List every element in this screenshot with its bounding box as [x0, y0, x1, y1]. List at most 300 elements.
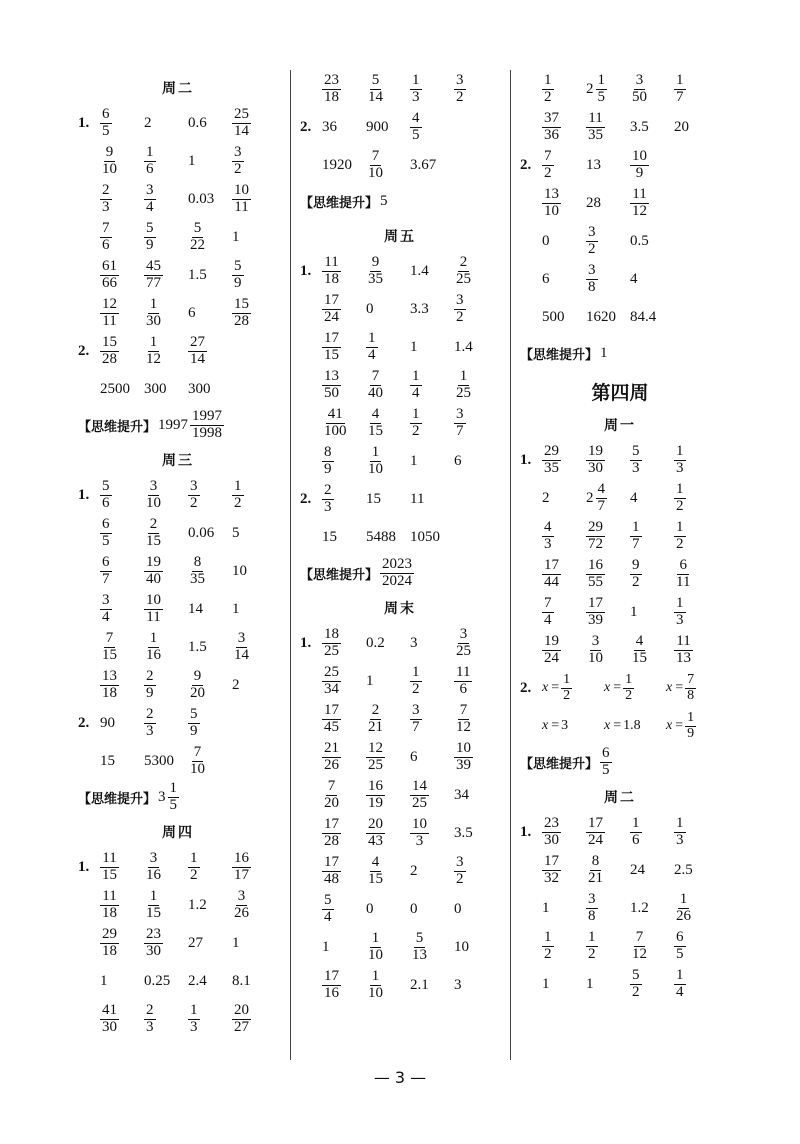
numerator: 9 [193, 667, 202, 684]
fraction [100, 145, 119, 178]
denominator: 2 [544, 164, 552, 181]
fraction [322, 255, 341, 288]
answer-value [410, 931, 429, 964]
denominator: 9 [234, 274, 242, 291]
answer-cell [542, 900, 586, 917]
whole-number: 3 [561, 718, 569, 733]
answer-value [542, 309, 567, 326]
numerator: 17 [544, 852, 559, 869]
whole-number: 1.2 [188, 896, 207, 913]
fraction [366, 779, 385, 812]
answer-cell [454, 939, 498, 956]
whole-number: 300 [144, 380, 167, 397]
numerator: 4 [412, 109, 420, 126]
whole-number: 2.5 [674, 861, 693, 878]
whole-number: 27 [188, 934, 203, 951]
answer-cell [322, 665, 366, 698]
denominator: 3 [324, 498, 332, 515]
answer-cells [542, 711, 728, 741]
thinking-boost-answer [158, 781, 179, 814]
denominator: 28 [324, 832, 339, 849]
question-number: 2. [78, 714, 90, 731]
answer-cell [144, 593, 188, 626]
denominator: 9 [146, 684, 154, 701]
fraction [322, 483, 334, 516]
fraction [232, 145, 244, 178]
answer-value [322, 445, 334, 478]
whole-number: 1 [232, 934, 240, 951]
answer-value [600, 345, 610, 362]
numerator: 1 [632, 518, 640, 535]
numerator: 18 [324, 625, 339, 642]
answer-value [144, 335, 163, 368]
denominator: 2 [234, 160, 242, 177]
fraction [674, 930, 686, 963]
answer-cell [454, 977, 498, 994]
fraction [366, 931, 385, 964]
whole-number: 1997 [158, 416, 189, 433]
denominator: 26 [234, 904, 249, 921]
answer-column-right [520, 70, 720, 1003]
answer-cell [542, 490, 586, 507]
denominator: 5 [102, 532, 110, 549]
answer-value [322, 703, 341, 736]
answer-value [100, 183, 112, 216]
answer-cell [188, 973, 232, 990]
denominator: 3 [102, 198, 110, 215]
whole-number: 2 [410, 862, 418, 879]
answer-cell [188, 935, 232, 952]
answer-row [520, 108, 720, 146]
fraction [322, 779, 341, 812]
denominator: 21 [588, 869, 603, 886]
fraction [454, 293, 466, 326]
answer-row [520, 707, 720, 745]
answer-value [188, 305, 198, 322]
variable: x [604, 680, 611, 695]
denominator: 2 [676, 497, 684, 514]
answer-cell [586, 225, 630, 258]
answer-cell [410, 635, 454, 652]
answer-row [300, 928, 500, 966]
question-number: 1. [520, 823, 532, 840]
denominator: 14 [190, 350, 205, 367]
answer-cells [322, 445, 498, 478]
answer-value [144, 183, 156, 216]
denominator: 25 [324, 642, 339, 659]
fraction [542, 73, 554, 106]
denominator: 7 [412, 718, 420, 735]
answer-row [78, 1000, 278, 1038]
numerator: 1 [412, 663, 420, 680]
answer-cell [454, 825, 498, 842]
answer-cell [366, 491, 410, 508]
answer-value [586, 634, 605, 667]
answer-value [630, 930, 649, 963]
numerator: 1 [371, 443, 380, 460]
answer-value [322, 369, 341, 402]
answer-value [674, 816, 686, 849]
numerator: 21 [324, 739, 339, 756]
answer-value [144, 927, 163, 960]
answer-cell [232, 563, 276, 580]
fraction [630, 187, 649, 220]
whole-number: 1 [630, 603, 638, 620]
answer-value [188, 935, 205, 952]
answer-cell [144, 669, 188, 702]
fraction [674, 968, 686, 1001]
answer-value [586, 482, 607, 515]
whole-number: 3 [454, 976, 462, 993]
answer-cell [542, 816, 586, 849]
answer-value [188, 191, 216, 208]
answer-value [100, 973, 110, 990]
whole-number: 2 [542, 489, 550, 506]
numerator: 41 [327, 405, 343, 422]
fraction [232, 1003, 251, 1036]
fraction [144, 479, 163, 512]
denominator: 3 [415, 832, 424, 849]
answer-cells [100, 745, 232, 778]
answer-value [561, 673, 572, 703]
fraction [596, 73, 608, 106]
numerator: 13 [102, 667, 117, 684]
numerator: 3 [237, 629, 246, 646]
fraction [100, 631, 119, 664]
answer-value [366, 301, 376, 318]
denominator: 25 [456, 270, 471, 287]
answer-value [232, 1003, 251, 1036]
answer-cell [322, 445, 366, 478]
answer-cell [100, 107, 144, 140]
whole-number: 0 [366, 900, 374, 917]
answer-cells [542, 309, 674, 326]
answer-value [542, 187, 561, 220]
numerator: 5 [415, 929, 424, 946]
answer-cell [410, 339, 454, 356]
answer-value [188, 525, 216, 542]
thinking-boost [520, 336, 720, 370]
answer-value [322, 119, 339, 136]
answer-cell [542, 596, 586, 629]
answer-cells [100, 381, 232, 398]
equation-answer [542, 673, 572, 703]
denominator: 24 [324, 308, 339, 325]
fraction [232, 851, 251, 884]
answer-cells [322, 665, 498, 698]
answer-value [454, 703, 473, 736]
fraction [232, 631, 251, 664]
answer-value [630, 816, 642, 849]
answer-value [188, 221, 207, 254]
answer-cells [322, 855, 498, 888]
answer-cell [410, 703, 454, 736]
answer-cell [144, 115, 188, 132]
denominator: 2 [456, 870, 464, 887]
answer-cell [100, 889, 144, 922]
denominator: 19 [368, 794, 383, 811]
answer-value [542, 596, 554, 629]
answer-cell [144, 381, 188, 398]
denominator: 9 [324, 460, 332, 477]
denominator: 5 [602, 761, 610, 778]
equation-answer [542, 718, 570, 734]
answer-value [144, 973, 172, 990]
denominator: 30 [146, 312, 161, 329]
answer-cells [542, 444, 718, 477]
answer-cell [366, 931, 410, 964]
answer-cell [586, 309, 630, 326]
numerator: 3 [456, 291, 464, 308]
answer-value [322, 939, 332, 956]
answer-row [78, 370, 278, 408]
answer-value [630, 634, 649, 667]
answer-cell [322, 939, 366, 956]
thinking-boost [78, 780, 278, 814]
numerator: 8 [591, 852, 600, 869]
variable: x [666, 718, 673, 733]
whole-number: 0 [454, 900, 462, 917]
denominator: 15 [632, 649, 647, 666]
answer-value [100, 335, 119, 368]
answer-cell [144, 479, 188, 512]
answer-value [144, 115, 154, 132]
answer-row [78, 924, 278, 962]
denominator: 4 [676, 983, 684, 1000]
whole-number: 500 [542, 308, 565, 325]
fraction [454, 73, 466, 106]
answer-cell [232, 889, 276, 922]
answer-cell [100, 1003, 144, 1036]
answer-cells [542, 596, 718, 629]
fraction [232, 183, 251, 216]
answer-value [232, 563, 249, 580]
answer-cell [144, 183, 188, 216]
fraction [586, 930, 598, 963]
answer-value [410, 369, 422, 402]
answer-cell [322, 893, 366, 926]
numerator: 5 [632, 442, 640, 459]
denominator: 8 [588, 278, 596, 295]
answer-value [144, 753, 176, 770]
answer-row [78, 180, 278, 218]
numerator: 11 [102, 887, 117, 904]
numerator: 9 [371, 253, 380, 270]
answer-cell [100, 927, 144, 960]
answer-cell [366, 149, 410, 182]
answer-value [542, 520, 554, 553]
numerator: 2 [149, 515, 158, 532]
numerator: 7 [105, 629, 114, 646]
answer-value [586, 111, 605, 144]
answer-cell [322, 255, 366, 288]
section-heading: 周四 [162, 825, 194, 841]
denominator: 7 [632, 535, 640, 552]
numerator: 1 [190, 1001, 198, 1018]
answer-column-left [78, 70, 278, 1038]
answer-value [630, 309, 658, 326]
answer-value [366, 969, 385, 1002]
answer-cell [188, 669, 232, 702]
answer-cell [674, 816, 718, 849]
numerator: 3 [591, 632, 600, 649]
answer-row [520, 889, 720, 927]
whole-number: 20 [674, 118, 689, 135]
fraction [586, 854, 605, 887]
whole-number: 0 [410, 900, 418, 917]
answer-value [410, 863, 420, 880]
denominator: 10 [146, 494, 161, 511]
fraction [144, 297, 163, 330]
answer-cells [542, 225, 674, 258]
denominator: 2 [625, 687, 633, 703]
answer-cell [410, 301, 454, 318]
numerator: 6 [102, 515, 110, 532]
answer-value [630, 862, 647, 879]
fraction [542, 444, 561, 477]
denominator: 7 [676, 88, 684, 105]
whole-number: 15 [366, 490, 381, 507]
answer-value [232, 297, 251, 330]
answer-cell [630, 816, 674, 849]
answer-cell [322, 157, 366, 174]
answer-cell [188, 555, 232, 588]
denominator: 34 [324, 680, 339, 697]
section-heading: 周末 [384, 601, 416, 617]
whole-number: 1.5 [188, 638, 207, 655]
denominator: 3 [676, 611, 684, 628]
whole-number: 11 [410, 490, 425, 507]
whole-number: 6 [188, 304, 196, 321]
whole-number: 84.4 [630, 308, 657, 325]
answer-cell [322, 293, 366, 326]
whole-number: 1.5 [188, 266, 207, 283]
whole-number: 34 [454, 786, 469, 803]
answer-value [586, 157, 603, 174]
answer-cell [322, 627, 366, 660]
answer-cells [100, 259, 276, 292]
numerator: 1 [234, 477, 242, 494]
question-number: 1. [300, 634, 312, 651]
answer-value [454, 665, 472, 698]
whole-number: 0.6 [188, 114, 207, 131]
numerator: 2 [371, 701, 380, 718]
answer-value [674, 634, 693, 667]
answer-value [623, 673, 634, 703]
answer-cell [366, 969, 410, 1002]
denominator: 40 [146, 570, 161, 587]
whole-number: 1 [410, 452, 418, 469]
answer-cell [454, 787, 498, 804]
answer-cell [454, 73, 498, 106]
question-number: 2. [78, 342, 90, 359]
week-heading: 第四周 [591, 382, 649, 404]
fraction [630, 634, 649, 667]
whole-number: 2 [232, 676, 240, 693]
answer-row [520, 631, 720, 669]
answer-cell [674, 520, 718, 553]
answer-cell [666, 711, 728, 741]
answer-cell [322, 817, 366, 850]
question-number: 2. [300, 118, 312, 135]
denominator: 50 [632, 88, 647, 105]
fraction [188, 707, 200, 740]
denominator: 55 [588, 573, 603, 590]
answer-cell [366, 703, 410, 736]
numerator: 15 [102, 333, 117, 350]
fraction [596, 482, 608, 515]
answer-value [100, 297, 119, 330]
answer-cell [410, 529, 454, 546]
answer-value [188, 601, 205, 618]
answer-cells [100, 517, 276, 550]
answer-value [158, 409, 224, 442]
denominator: 43 [368, 832, 383, 849]
answer-cell [188, 381, 232, 398]
answer-cell [322, 855, 366, 888]
answer-cell [188, 639, 232, 656]
whole-number: 1.2 [630, 899, 649, 916]
numerator: 17 [324, 853, 339, 870]
numerator: 10 [234, 181, 249, 198]
whole-number: 1 [366, 672, 374, 689]
fraction [586, 892, 598, 925]
answer-cells [100, 593, 276, 626]
fraction [144, 927, 163, 960]
fraction [232, 259, 244, 292]
denominator: 11 [234, 198, 249, 215]
denominator: 25 [368, 756, 383, 773]
denominator: 15 [146, 532, 161, 549]
denominator: 3 [146, 722, 154, 739]
equation-answer [666, 711, 696, 741]
answer-value [100, 753, 117, 770]
answer-cell [674, 930, 718, 963]
answer-value [100, 107, 112, 140]
denominator: 77 [146, 274, 161, 291]
answer-value [322, 483, 334, 516]
fraction [188, 1003, 200, 1036]
fraction [586, 520, 605, 553]
denominator: 14 [234, 646, 249, 663]
answer-row [300, 814, 500, 852]
denominator: 2 [632, 983, 640, 1000]
whole-number: 28 [586, 194, 601, 211]
denominator: 28 [102, 350, 117, 367]
answer-value [366, 119, 391, 136]
answer-value [322, 331, 341, 364]
fraction [322, 741, 341, 774]
answer-cell [144, 259, 188, 292]
answer-cell [630, 490, 674, 507]
denominator: 25 [456, 642, 471, 659]
answer-value [100, 555, 112, 588]
answer-cell [100, 183, 144, 216]
answer-cell [410, 111, 454, 144]
answer-cell [144, 517, 188, 550]
numerator: 1 [676, 480, 684, 497]
fraction [410, 779, 429, 812]
whole-number: 1 [232, 600, 240, 617]
numerator: 11 [324, 253, 339, 270]
denominator: 2 [588, 945, 596, 962]
answer-cells [542, 520, 718, 553]
answer-cells [322, 931, 498, 964]
denominator: 20 [324, 794, 339, 811]
thinking-boost-answer [600, 345, 610, 362]
whole-number: 1 [600, 344, 608, 361]
whole-number: 36 [322, 118, 337, 135]
